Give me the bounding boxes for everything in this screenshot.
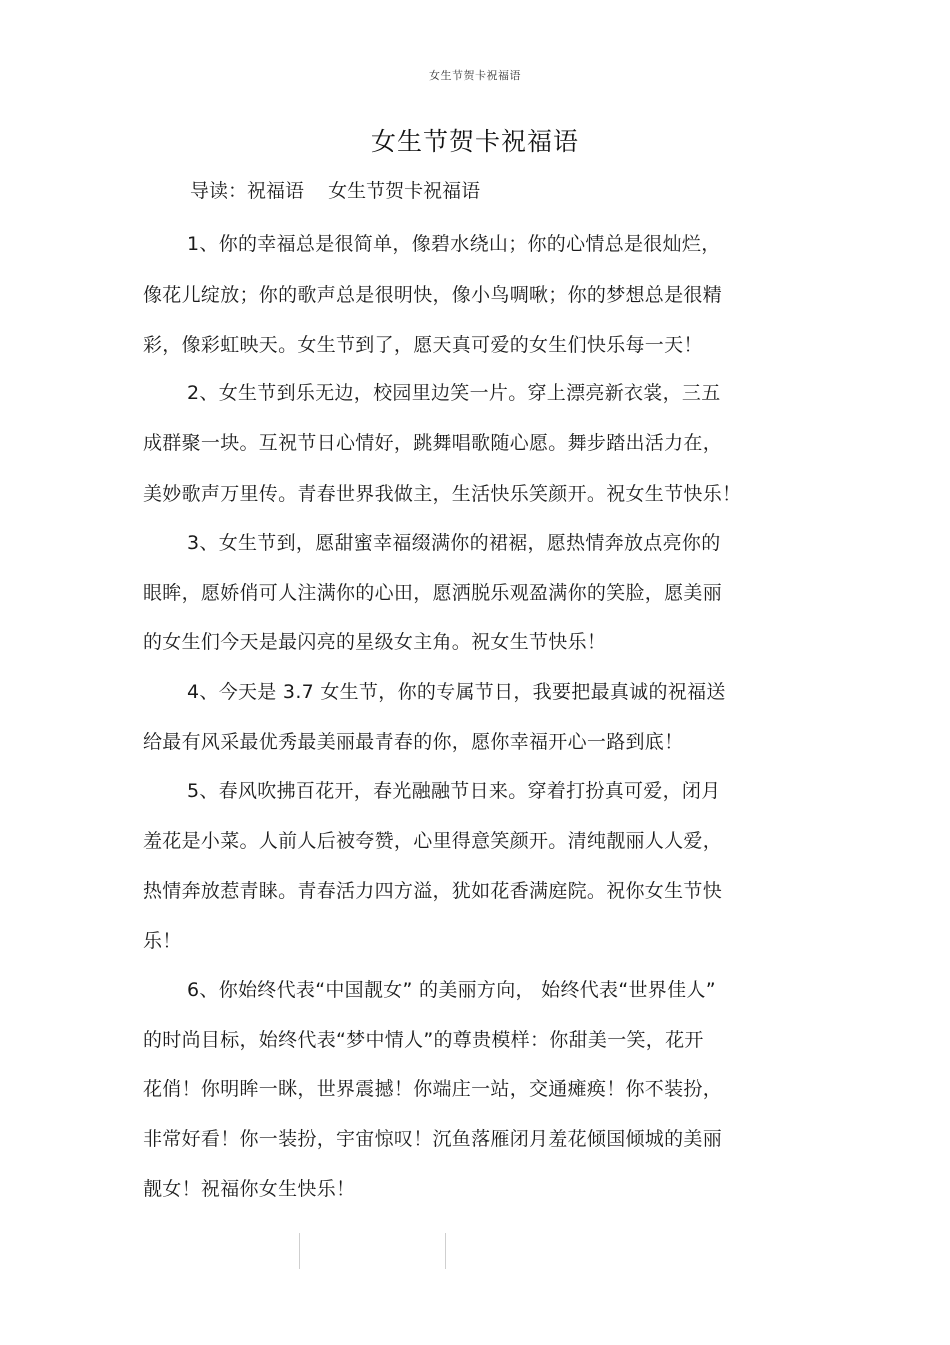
- footer-divider-right: [445, 1233, 446, 1269]
- paragraph-4-line-2: 给最有风采最优秀最美丽最青春的你，愿你幸福开心一路到底！: [143, 731, 684, 753]
- page-title: 女生节贺卡祝福语: [370, 127, 579, 156]
- paragraph-2-line-3: 美妙歌声万里传。青春世界我做主，生活快乐笑颜开。祝女生节快乐！: [143, 483, 742, 505]
- paragraph-3-line-2: 眼眸，愿娇俏可人注满你的心田，愿洒脱乐观盈满你的笑脸，愿美丽: [143, 582, 723, 604]
- intro-line: 导读：祝福语 女生节贺卡祝福语: [190, 180, 481, 202]
- paragraph-2-line-1: 2、女生节到乐无边，校园里边笑一片。穿上漂亮新衣裳，三五: [187, 382, 721, 404]
- paragraph-1-line-2: 像花儿绽放；你的歌声总是很明快，像小鸟啁啾；你的梦想总是很精: [143, 284, 723, 306]
- paragraph-3-line-1: 3、女生节到，愿甜蜜幸福缀满你的裙裾，愿热情奔放点亮你的: [187, 532, 721, 554]
- footer-divider-left: [299, 1233, 300, 1269]
- paragraph-6-line-4: 非常好看！你一装扮，宇宙惊叹！沉鱼落雁闭月羞花倾国倾城的美丽: [143, 1128, 723, 1150]
- paragraph-5-line-2: 羞花是小菜。人前人后被夸赞，心里得意笑颜开。清纯靓丽人人爱，: [143, 830, 723, 852]
- paragraph-5-line-4: 乐！: [143, 930, 182, 952]
- paragraph-6-line-3: 花俏！你明眸一眯，世界震撼！你端庄一站，交通瘫痪！你不装扮，: [143, 1078, 723, 1100]
- paragraph-4-line-1: 4、今天是 3.7 女生节，你的专属节日，我要把最真诚的祝福送: [187, 681, 726, 703]
- paragraph-6-line-1: 6、你始终代表“中国靓女” 的美丽方向， 始终代表“世界佳人”: [187, 979, 716, 1001]
- paragraph-5-line-1: 5、春风吹拂百花开，春光融融节日来。穿着打扮真可爱，闭月: [187, 780, 721, 802]
- running-header: 女生节贺卡祝福语: [429, 69, 521, 82]
- paragraph-6-line-5: 靓女！祝福你女生快乐！: [143, 1178, 356, 1200]
- paragraph-2-line-2: 成群聚一块。互祝节日心情好，跳舞唱歌随心愿。舞步踏出活力在，: [143, 432, 723, 454]
- paragraph-5-line-3: 热情奔放惹青睐。青春活力四方溢，犹如花香满庭院。祝你女生节快: [143, 880, 723, 902]
- paragraph-3-line-3: 的女生们今天是最闪亮的星级女主角。祝女生节快乐！: [143, 631, 607, 653]
- paragraph-1-line-1: 1、你的幸福总是很简单，像碧水绕山；你的心情总是很灿烂，: [187, 233, 721, 255]
- paragraph-6-line-2: 的时尚目标，始终代表“梦中情人”的尊贵模样：你甜美一笑，花开: [143, 1029, 704, 1051]
- paragraph-1-line-3: 彩，像彩虹映天。女生节到了，愿天真可爱的女生们快乐每一天！: [143, 334, 703, 356]
